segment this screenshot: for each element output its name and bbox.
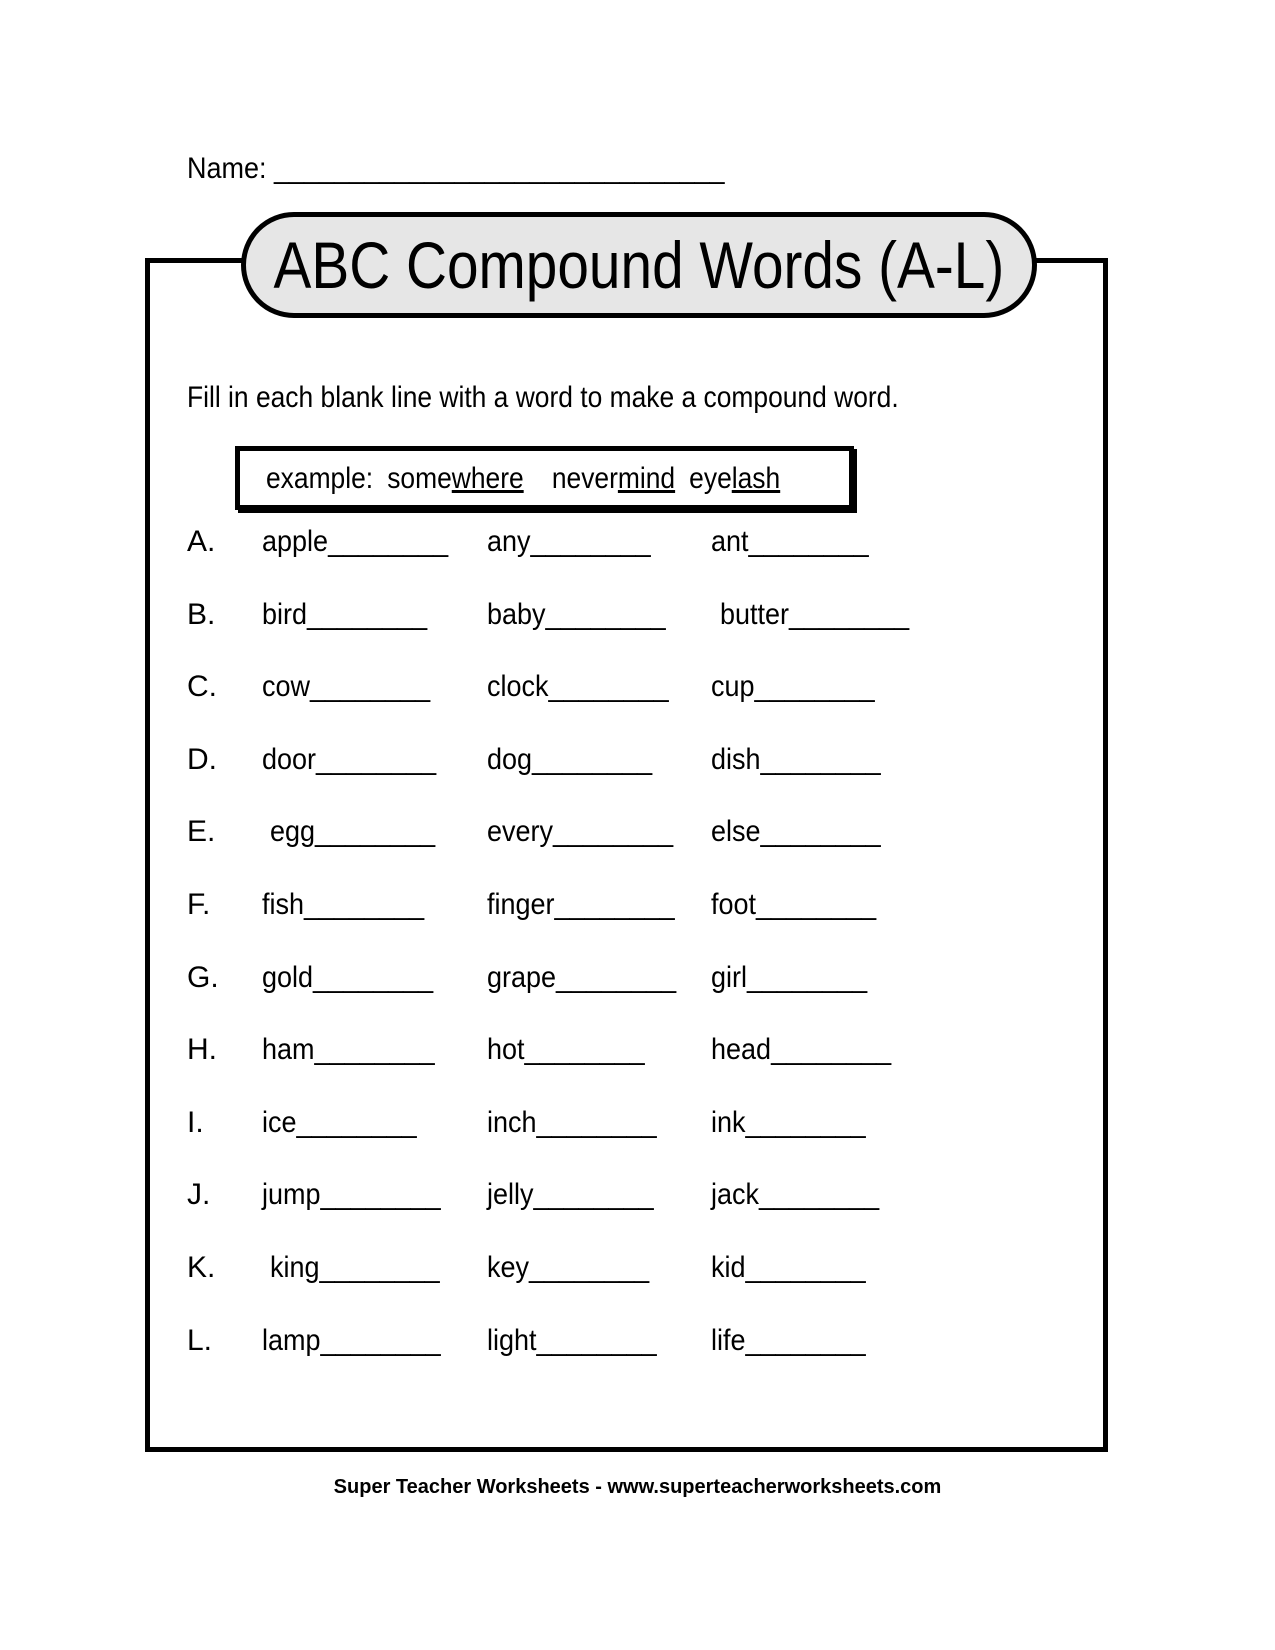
row-letter: L. (187, 1323, 213, 1357)
compound-word-blank[interactable]: finger________ (487, 888, 675, 921)
compound-word-blank[interactable]: ice________ (262, 1105, 417, 1139)
compound-word-blank[interactable]: life________ (711, 1323, 866, 1357)
compound-word-blank[interactable]: butter________ (720, 597, 910, 631)
footer-credit: Super Teacher Worksheets - www.superteacherworksheets.com (333, 1476, 942, 1498)
instructions-text: Fill in each blank line with a word to make a compound word. (187, 381, 899, 414)
compound-word-blank[interactable]: any________ (487, 525, 651, 558)
worksheet-title: ABC Compound Words (A-L) (273, 228, 1005, 302)
example-word-1: somewhere (387, 462, 524, 495)
compound-word-blank[interactable]: apple________ (262, 525, 449, 558)
compound-word-blank[interactable]: king________ (270, 1251, 440, 1284)
compound-word-blank[interactable]: inch________ (487, 1105, 657, 1139)
compound-word-blank[interactable]: dog________ (487, 742, 653, 776)
compound-word-blank[interactable]: light________ (487, 1323, 657, 1357)
compound-word-blank[interactable]: jelly________ (487, 1178, 654, 1212)
compound-word-blank[interactable]: gold________ (262, 960, 434, 994)
title-banner (241, 212, 1037, 318)
compound-word-blank[interactable]: bird________ (262, 597, 428, 631)
compound-word-blank[interactable]: grape________ (487, 960, 677, 994)
compound-word-blank[interactable]: lamp________ (262, 1323, 441, 1357)
compound-word-blank[interactable]: ink________ (711, 1105, 866, 1139)
row-letter: I. (187, 1105, 204, 1139)
row-letter: D. (187, 742, 217, 776)
example-box (235, 446, 854, 510)
compound-word-blank[interactable]: head________ (711, 1033, 892, 1067)
compound-word-blank[interactable]: door________ (262, 742, 437, 776)
compound-word-blank[interactable]: egg________ (270, 815, 436, 849)
example-text (266, 462, 780, 496)
example-word-3: eyelash (689, 462, 781, 495)
compound-word-blank[interactable]: foot________ (711, 888, 877, 921)
name-field-label: Name: ______________________________ (187, 152, 725, 185)
compound-word-blank[interactable]: else________ (711, 815, 881, 849)
compound-word-blank[interactable]: dish________ (711, 742, 881, 776)
compound-word-blank[interactable]: girl________ (711, 960, 868, 994)
compound-word-blank[interactable]: jump________ (262, 1178, 441, 1212)
example-label: example: (266, 462, 374, 495)
compound-word-blank[interactable]: every________ (487, 815, 674, 849)
compound-word-blank[interactable]: cup________ (711, 670, 875, 704)
row-letter: J. (187, 1178, 211, 1212)
compound-word-blank[interactable]: kid________ (711, 1251, 866, 1284)
row-letter: K. (187, 1251, 216, 1284)
compound-word-blank[interactable]: ant________ (711, 525, 869, 558)
row-letter: H. (187, 1033, 217, 1067)
row-letter: G. (187, 960, 219, 994)
compound-word-blank[interactable]: key________ (487, 1251, 650, 1284)
compound-word-blank[interactable]: fish________ (262, 888, 425, 921)
row-letter: A. (187, 525, 216, 558)
row-letter: F. (187, 888, 211, 921)
example-word-2: nevermind (551, 462, 676, 495)
row-letter: C. (187, 670, 217, 704)
compound-word-blank[interactable]: baby________ (487, 597, 666, 631)
compound-word-blank[interactable]: clock________ (487, 670, 669, 704)
row-letter: B. (187, 597, 216, 631)
compound-word-blank[interactable]: ham________ (262, 1033, 435, 1067)
compound-word-blank[interactable]: cow________ (262, 670, 431, 704)
compound-word-blank[interactable]: hot________ (487, 1033, 645, 1067)
compound-word-blank[interactable]: jack________ (711, 1178, 880, 1212)
row-letter: E. (187, 815, 216, 849)
